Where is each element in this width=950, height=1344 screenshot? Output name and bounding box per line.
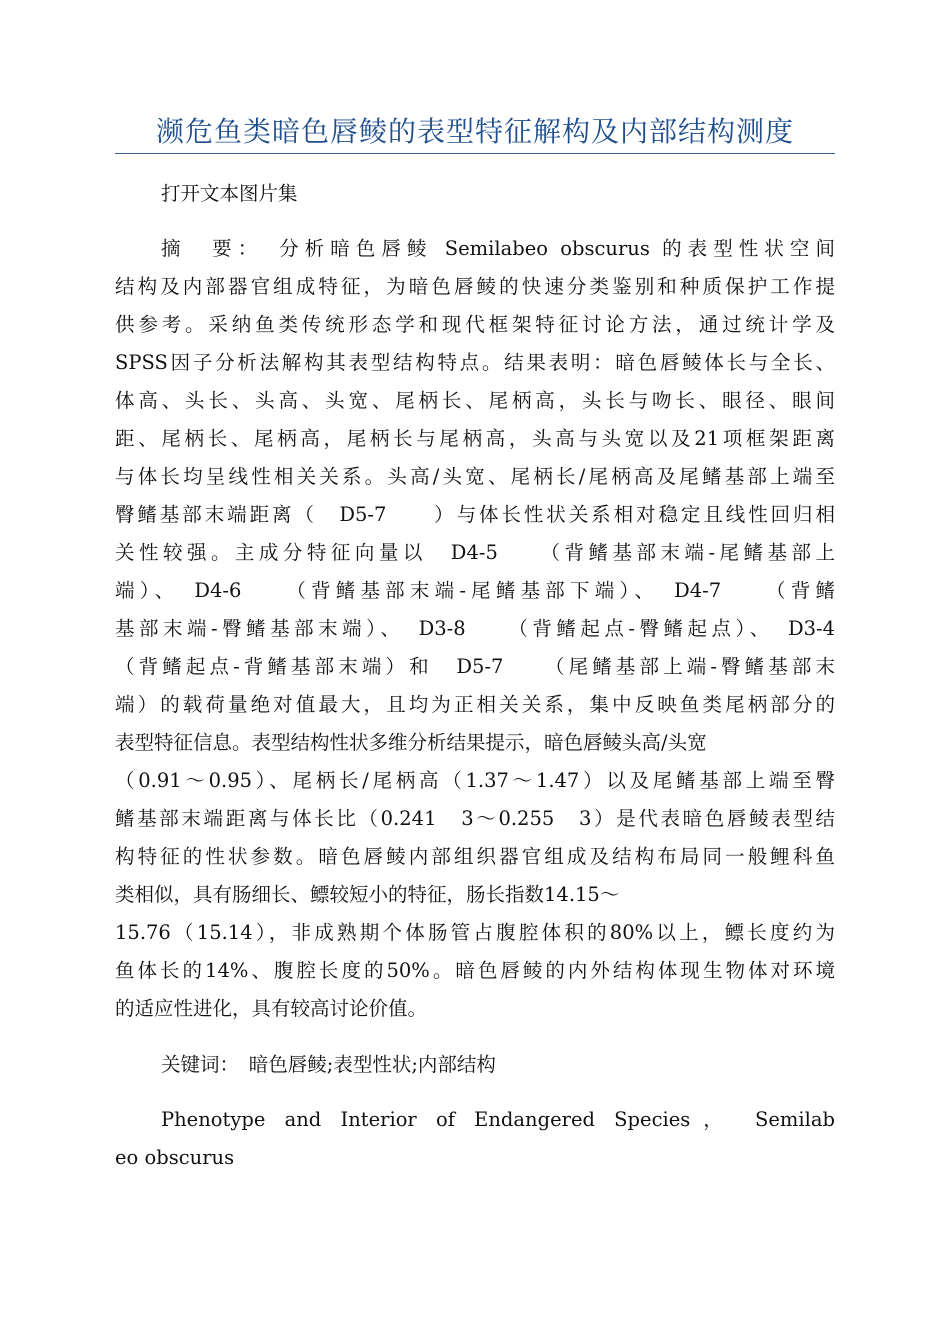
abstract-line: （背鳍起点-背鳍基部末端）和 D5-7 （尾鳍基部上端-臀鳍基部末: [115, 655, 835, 678]
document-title: 濒危鱼类暗色唇鲮的表型特征解构及内部结构测度: [155, 115, 794, 148]
abstract-line: 摘 要： 分析暗色唇鲮 Semilabeo obscurus 的表型性状空间: [161, 237, 835, 260]
abstract-line: 表型特征信息。表型结构性状多维分析结果提示，暗色唇鲮头高/头宽: [115, 731, 707, 754]
image-collection-link[interactable]: 打开文本图片集: [161, 182, 298, 205]
abstract-line: 关性较强。主成分特征向量以 D4-5 （背鳍基部末端-尾鳍基部上: [115, 541, 835, 564]
abstract-line: 臀鳍基部末端距离（ D5-7 ）与体长性状关系相对稳定且线性回归相: [115, 503, 835, 526]
abstract-line: 构特征的性状参数。暗色唇鲮内部组织器官组成及结构布局同一般鲤科鱼: [115, 845, 835, 868]
abstract-line: 供参考。采纳鱼类传统形态学和现代框架特征讨论方法，通过统计学及: [115, 313, 835, 336]
abstract-line: 距、尾柄长、尾柄高，尾柄长与尾柄高，头高与头宽以及21项框架距离: [115, 427, 835, 450]
abstract-line: 体高、头长、头高、头宽、尾柄长、尾柄高，头长与吻长、眼径、眼间: [115, 389, 835, 412]
abstract-line: SPSS因子分析法解构其表型结构特点。结果表明：暗色唇鲮体长与全长、: [115, 351, 835, 374]
abstract-line: 鱼体长的14%、腹腔长度的50%。暗色唇鲮的内外结构体现生物体对环境: [115, 959, 835, 982]
abstract-line: 基部末端-臀鳍基部末端）、 D3-8 （背鳍起点-臀鳍起点）、 D3-4: [115, 617, 835, 640]
abstract-line: 类相似，具有肠细长、鳔较短小的特征，肠长指数14.15～: [115, 883, 620, 906]
english-title-line: Phenotype and Interior of Endangered Species， Semilab: [161, 1108, 835, 1131]
abstract-line: 与体长均呈线性相关关系。头高/头宽、尾柄长/尾柄高及尾鳍基部上端至: [115, 465, 835, 488]
abstract-line: 端）、 D4-6 （背鳍基部末端-尾鳍基部下端）、 D4-7 （背鳍: [115, 579, 835, 602]
title-underline: [115, 153, 835, 154]
abstract-line: 端）的载荷量绝对值最大，且均为正相关关系，集中反映鱼类尾柄部分的: [115, 693, 835, 716]
abstract-line: 鳍基部末端距离与体长比（0.241 3～0.255 3）是代表暗色唇鲮表型结: [115, 807, 835, 830]
abstract-line: 结构及内部器官组成特征，为暗色唇鲮的快速分类鉴别和种质保护工作提: [115, 275, 835, 298]
abstract-line: 15.76（15.14），非成熟期个体肠管占腹腔体积的80%以上，鳔长度约为: [115, 921, 835, 944]
keywords-line: 关键词： 暗色唇鲮;表型性状;内部结构: [161, 1053, 496, 1076]
abstract-line: （0.91～0.95）、尾柄长/尾柄高（1.37～1.47）以及尾鳍基部上端至臀: [115, 769, 835, 792]
english-title-line: eo obscurus: [115, 1146, 235, 1169]
abstract-line: 的适应性进化，具有较高讨论价值。: [115, 997, 428, 1020]
